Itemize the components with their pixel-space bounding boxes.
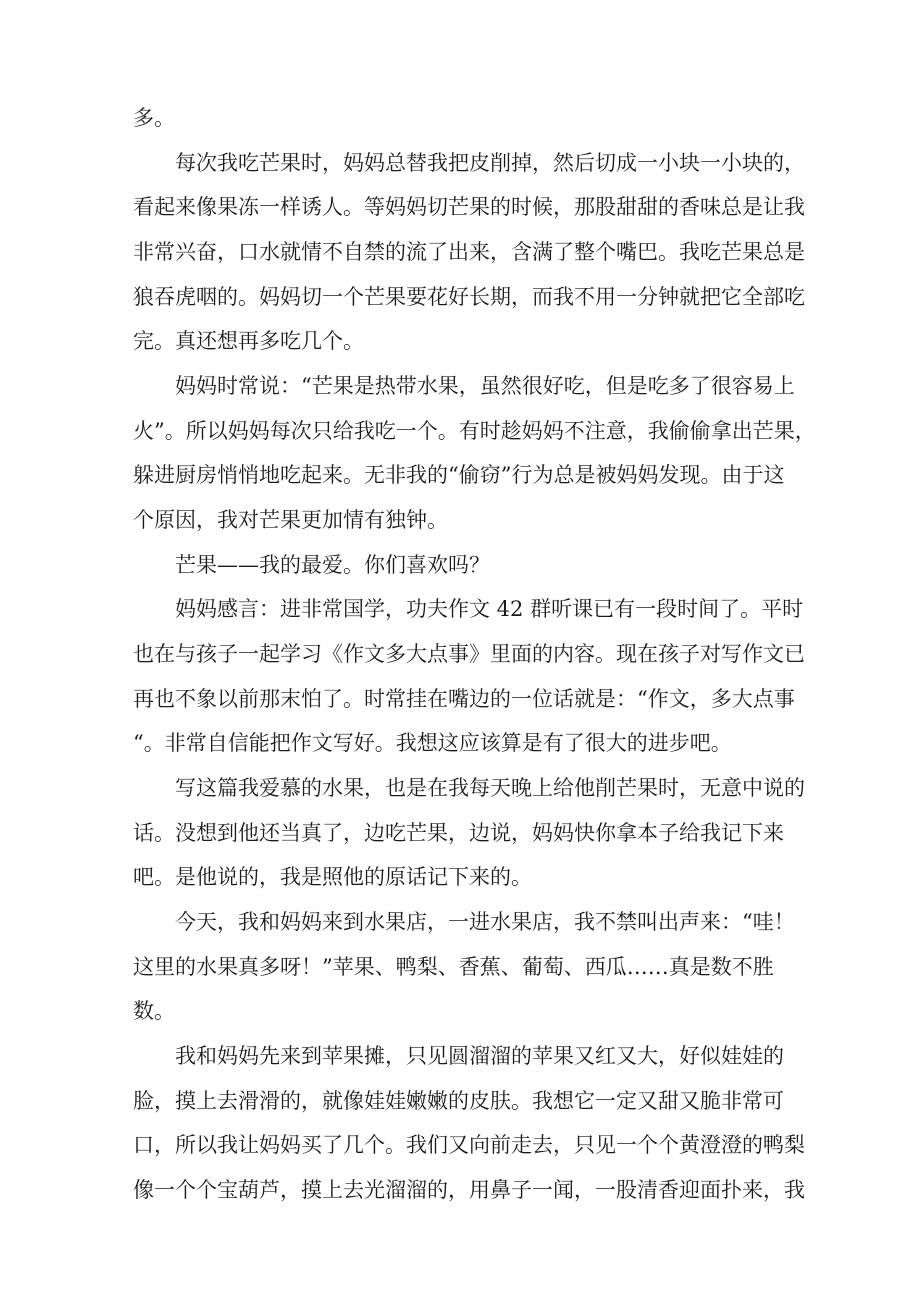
text-line: 狼吞虎咽的。妈妈切一个芒果要花好长期，而我不用一分钟就把它全部吃 — [133, 285, 805, 309]
text-line: 也在与孩子一起学习《作文多大点事》里面的内容。现在孩子对写作文已 — [133, 642, 805, 666]
text-line: 躲进厨房悄悄地吃起来。无非我的“偷窃”行为总是被妈妈发现。由于这 — [133, 463, 785, 487]
text-line: 火”。所以妈妈每次只给我吃一个。有时趁妈妈不注意，我偷偷拿出芒果， — [133, 419, 816, 443]
text-line: 完。真还想再多吃几个。 — [133, 329, 364, 353]
text-line: 芒果——我的最爱。你们喜欢吗？ — [175, 553, 490, 577]
text-line: “。非常自信能把作文写好。我想这应该算是有了很大的进步吧。 — [133, 731, 732, 755]
text-line: 非常兴奋，口水就情不自禁的流了出来，含满了整个嘴巴。我吃芒果总是 — [133, 240, 805, 264]
text-line: 吧。是他说的，我是照他的原话记下来的。 — [133, 865, 532, 889]
text-line: 再也不象以前那末怕了。时常挂在嘴边的一位话就是：“作文，多大点事 — [133, 687, 795, 711]
text-line: 看起来像果冻一样诱人。等妈妈切芒果的时候，那股甜甜的香味总是让我 — [133, 195, 805, 219]
text-line: 像一个个宝葫芦，摸上去光溜溜的，用鼻子一闻，一股清香迎面扑来，我 — [133, 1178, 805, 1202]
text-line: 今天，我和妈妈来到水果店，一进水果店，我不禁叫出声来：“哇！ — [175, 910, 795, 934]
text-line: 这里的水果真多呀！”苹果、鸭梨、香蕉、葡萄、西瓜……真是数不胜 — [133, 955, 774, 979]
text-line: 多。 — [133, 106, 175, 130]
text-line: 脸，摸上去滑滑的，就像娃娃嫩嫩的皮肤。我想它一定又甜又脆非常可 — [133, 1089, 784, 1113]
text-line: 妈妈时常说：“芒果是热带水果，虽然很好吃，但是吃多了很容易上 — [175, 374, 795, 398]
text-line: 口，所以我让妈妈买了几个。我们又向前走去，只见一个个黄澄澄的鸭梨 — [133, 1133, 805, 1157]
text-line: 数。 — [133, 999, 175, 1023]
text-line: 话。没想到他还当真了，边吃芒果，边说，妈妈快你拿本子给我记下来 — [133, 821, 784, 845]
text-line: 妈妈感言：进非常国学，功夫作文 42 群听课已有一段时间了。平时 — [175, 597, 804, 621]
text-line: 每次我吃芒果时，妈妈总替我把皮削掉，然后切成一小块一小块的， — [175, 151, 805, 175]
text-line: 个原因，我对芒果更加情有独钟。 — [133, 508, 448, 532]
text-line: 写这篇我爱慕的水果，也是在我每天晚上给他削芒果时，无意中说的 — [175, 776, 805, 800]
text-line: 我和妈妈先来到苹果摊，只见圆溜溜的苹果又红又大，好似娃娃的 — [175, 1044, 784, 1068]
